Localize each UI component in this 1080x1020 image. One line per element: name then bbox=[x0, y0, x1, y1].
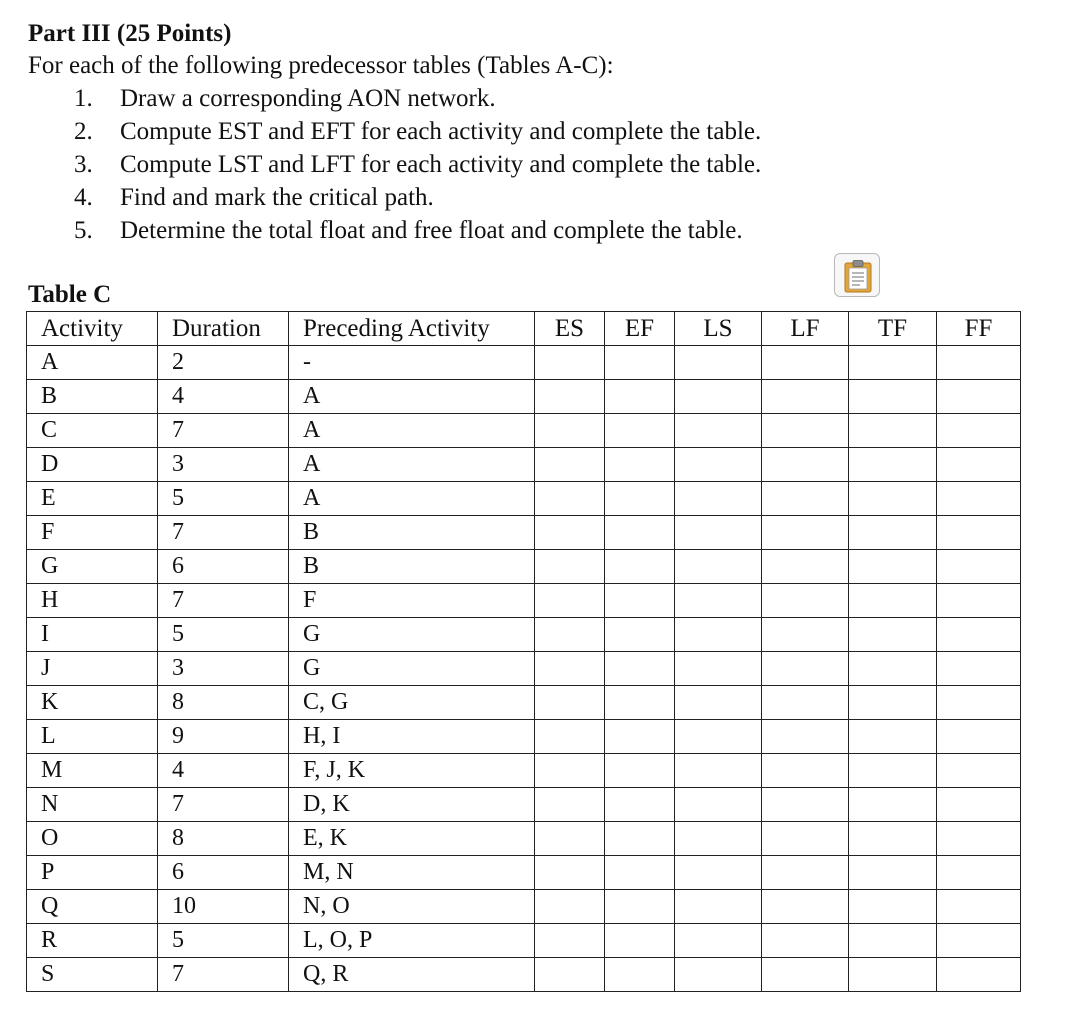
table-row bbox=[27, 856, 1021, 890]
activity-cell: I bbox=[27, 618, 158, 652]
duration-cell: 7 bbox=[158, 788, 289, 822]
ef-cell[interactable] bbox=[605, 890, 675, 924]
ef-cell[interactable] bbox=[605, 856, 675, 890]
ff-cell[interactable] bbox=[937, 414, 1021, 448]
preceding-activity-cell: G bbox=[289, 618, 535, 652]
ef-cell[interactable] bbox=[605, 720, 675, 754]
tf-cell[interactable] bbox=[849, 448, 937, 482]
instruction-item bbox=[74, 115, 761, 148]
es-cell[interactable] bbox=[535, 686, 605, 720]
duration-cell: 3 bbox=[158, 448, 289, 482]
tf-cell[interactable] bbox=[849, 652, 937, 686]
ff-cell[interactable] bbox=[937, 516, 1021, 550]
table-row bbox=[27, 686, 1021, 720]
ls-cell[interactable] bbox=[675, 720, 762, 754]
tf-cell[interactable] bbox=[849, 754, 937, 788]
lf-cell[interactable] bbox=[762, 482, 849, 516]
ef-cell[interactable] bbox=[605, 414, 675, 448]
ff-cell[interactable] bbox=[937, 686, 1021, 720]
activity-cell: F bbox=[27, 516, 158, 550]
ls-cell[interactable] bbox=[675, 856, 762, 890]
tf-cell[interactable] bbox=[849, 924, 937, 958]
lf-cell[interactable] bbox=[762, 754, 849, 788]
ff-cell[interactable] bbox=[937, 618, 1021, 652]
table-row bbox=[27, 618, 1021, 652]
es-cell[interactable] bbox=[535, 414, 605, 448]
table-row bbox=[27, 516, 1021, 550]
ls-cell[interactable] bbox=[675, 550, 762, 584]
tf-cell[interactable] bbox=[849, 516, 937, 550]
instruction-number: 1. bbox=[74, 85, 93, 112]
lf-cell[interactable] bbox=[762, 788, 849, 822]
ff-cell[interactable] bbox=[937, 482, 1021, 516]
preceding-activity-cell: C, G bbox=[289, 686, 535, 720]
duration-cell: 7 bbox=[158, 516, 289, 550]
clipboard-icon[interactable] bbox=[834, 253, 880, 297]
ff-cell[interactable] bbox=[937, 856, 1021, 890]
lf-cell[interactable] bbox=[762, 822, 849, 856]
table-row bbox=[27, 482, 1021, 516]
preceding-activity-cell: A bbox=[289, 380, 535, 414]
preceding-activity-cell: A bbox=[289, 414, 535, 448]
ff-cell[interactable] bbox=[937, 720, 1021, 754]
activity-cell: K bbox=[27, 686, 158, 720]
ff-cell[interactable] bbox=[937, 550, 1021, 584]
activity-cell: P bbox=[27, 856, 158, 890]
preceding-activity-cell: G bbox=[289, 652, 535, 686]
lf-cell[interactable] bbox=[762, 448, 849, 482]
es-cell[interactable] bbox=[535, 380, 605, 414]
ls-cell[interactable] bbox=[675, 584, 762, 618]
ff-cell[interactable] bbox=[937, 822, 1021, 856]
ef-cell[interactable] bbox=[605, 550, 675, 584]
table-row bbox=[27, 958, 1021, 992]
es-cell[interactable] bbox=[535, 448, 605, 482]
tf-cell[interactable] bbox=[849, 618, 937, 652]
preceding-activity-cell: B bbox=[289, 550, 535, 584]
preceding-activity-cell: N, O bbox=[289, 890, 535, 924]
lf-cell[interactable] bbox=[762, 584, 849, 618]
instruction-text: Find and mark the critical path. bbox=[120, 184, 434, 211]
ls-cell[interactable] bbox=[675, 754, 762, 788]
instruction-text: Draw a corresponding AON network. bbox=[120, 85, 496, 112]
tf-cell[interactable] bbox=[849, 856, 937, 890]
table-body bbox=[27, 346, 1021, 992]
duration-cell: 3 bbox=[158, 652, 289, 686]
ls-cell[interactable] bbox=[675, 618, 762, 652]
lf-cell[interactable] bbox=[762, 380, 849, 414]
ef-cell[interactable] bbox=[605, 822, 675, 856]
intro-text: For each of the following predecessor tables (Tables A-C): bbox=[28, 52, 614, 79]
tf-cell[interactable] bbox=[849, 414, 937, 448]
ef-cell[interactable] bbox=[605, 618, 675, 652]
preceding-activity-cell: A bbox=[289, 482, 535, 516]
activity-cell: L bbox=[27, 720, 158, 754]
ls-cell[interactable] bbox=[675, 482, 762, 516]
ef-cell[interactable] bbox=[605, 958, 675, 992]
ff-cell[interactable] bbox=[937, 380, 1021, 414]
instruction-number: 3. bbox=[74, 151, 93, 178]
ef-cell[interactable] bbox=[605, 754, 675, 788]
activity-cell: G bbox=[27, 550, 158, 584]
ef-cell[interactable] bbox=[605, 380, 675, 414]
ff-cell[interactable] bbox=[937, 924, 1021, 958]
activity-cell: C bbox=[27, 414, 158, 448]
instruction-number: 2. bbox=[74, 118, 93, 145]
ls-cell[interactable] bbox=[675, 346, 762, 380]
es-cell[interactable] bbox=[535, 788, 605, 822]
lf-cell[interactable] bbox=[762, 414, 849, 448]
activity-cell: N bbox=[27, 788, 158, 822]
instruction-item bbox=[74, 148, 761, 181]
ls-cell[interactable] bbox=[675, 822, 762, 856]
es-cell[interactable] bbox=[535, 822, 605, 856]
ff-cell[interactable] bbox=[937, 652, 1021, 686]
duration-cell: 5 bbox=[158, 482, 289, 516]
es-cell[interactable] bbox=[535, 550, 605, 584]
ef-cell[interactable] bbox=[605, 448, 675, 482]
instruction-list bbox=[74, 82, 761, 247]
header-tf: TF bbox=[849, 312, 937, 346]
header-es: ES bbox=[535, 312, 605, 346]
table-header-row bbox=[27, 312, 1021, 346]
ef-cell[interactable] bbox=[605, 346, 675, 380]
duration-cell: 8 bbox=[158, 822, 289, 856]
duration-cell: 5 bbox=[158, 618, 289, 652]
es-cell[interactable] bbox=[535, 856, 605, 890]
ef-cell[interactable] bbox=[605, 516, 675, 550]
header-lf: LF bbox=[762, 312, 849, 346]
table-row bbox=[27, 584, 1021, 618]
activity-cell: H bbox=[27, 584, 158, 618]
lf-cell[interactable] bbox=[762, 652, 849, 686]
es-cell[interactable] bbox=[535, 958, 605, 992]
duration-cell: 10 bbox=[158, 890, 289, 924]
activity-cell: S bbox=[27, 958, 158, 992]
ef-cell[interactable] bbox=[605, 924, 675, 958]
tf-cell[interactable] bbox=[849, 686, 937, 720]
lf-cell[interactable] bbox=[762, 720, 849, 754]
es-cell[interactable] bbox=[535, 890, 605, 924]
table-row bbox=[27, 754, 1021, 788]
es-cell[interactable] bbox=[535, 516, 605, 550]
instruction-text: Determine the total float and free float and complete the table. bbox=[120, 217, 743, 244]
table-row bbox=[27, 652, 1021, 686]
table-row bbox=[27, 822, 1021, 856]
instruction-item bbox=[74, 214, 761, 247]
duration-cell: 4 bbox=[158, 380, 289, 414]
ef-cell[interactable] bbox=[605, 584, 675, 618]
ff-cell[interactable] bbox=[937, 584, 1021, 618]
duration-cell: 7 bbox=[158, 958, 289, 992]
header-activity: Activity bbox=[27, 312, 158, 346]
activity-cell: Q bbox=[27, 890, 158, 924]
instruction-number: 5. bbox=[74, 217, 93, 244]
table-row bbox=[27, 924, 1021, 958]
lf-cell[interactable] bbox=[762, 346, 849, 380]
preceding-activity-cell: F bbox=[289, 584, 535, 618]
table-row bbox=[27, 890, 1021, 924]
clipboard-icon-graphic bbox=[843, 259, 873, 293]
tf-cell[interactable] bbox=[849, 958, 937, 992]
ff-cell[interactable] bbox=[937, 890, 1021, 924]
preceding-activity-cell: D, K bbox=[289, 788, 535, 822]
preceding-activity-cell: M, N bbox=[289, 856, 535, 890]
preceding-activity-cell: Q, R bbox=[289, 958, 535, 992]
header-ls: LS bbox=[675, 312, 762, 346]
ef-cell[interactable] bbox=[605, 686, 675, 720]
duration-cell: 2 bbox=[158, 346, 289, 380]
instruction-number: 4. bbox=[74, 184, 93, 211]
duration-cell: 5 bbox=[158, 924, 289, 958]
part-heading: Part III (25 Points) bbox=[28, 20, 232, 47]
tf-cell[interactable] bbox=[849, 482, 937, 516]
duration-cell: 9 bbox=[158, 720, 289, 754]
ls-cell[interactable] bbox=[675, 958, 762, 992]
lf-cell[interactable] bbox=[762, 686, 849, 720]
activity-cell: E bbox=[27, 482, 158, 516]
lf-cell[interactable] bbox=[762, 550, 849, 584]
ef-cell[interactable] bbox=[605, 652, 675, 686]
tf-cell[interactable] bbox=[849, 380, 937, 414]
table-row bbox=[27, 550, 1021, 584]
ls-cell[interactable] bbox=[675, 788, 762, 822]
duration-cell: 6 bbox=[158, 550, 289, 584]
table-row bbox=[27, 720, 1021, 754]
duration-cell: 6 bbox=[158, 856, 289, 890]
header-duration: Duration bbox=[158, 312, 289, 346]
preceding-activity-cell: L, O, P bbox=[289, 924, 535, 958]
duration-cell: 7 bbox=[158, 414, 289, 448]
header-ef: EF bbox=[605, 312, 675, 346]
activity-cell: D bbox=[27, 448, 158, 482]
tf-cell[interactable] bbox=[849, 346, 937, 380]
lf-cell[interactable] bbox=[762, 890, 849, 924]
tf-cell[interactable] bbox=[849, 584, 937, 618]
duration-cell: 4 bbox=[158, 754, 289, 788]
es-cell[interactable] bbox=[535, 652, 605, 686]
header-ff: FF bbox=[937, 312, 1021, 346]
tf-cell[interactable] bbox=[849, 890, 937, 924]
predecessor-table bbox=[26, 311, 1021, 992]
preceding-activity-cell: F, J, K bbox=[289, 754, 535, 788]
es-cell[interactable] bbox=[535, 720, 605, 754]
es-cell[interactable] bbox=[535, 924, 605, 958]
activity-cell: M bbox=[27, 754, 158, 788]
activity-cell: R bbox=[27, 924, 158, 958]
tf-cell[interactable] bbox=[849, 788, 937, 822]
duration-cell: 8 bbox=[158, 686, 289, 720]
ls-cell[interactable] bbox=[675, 516, 762, 550]
tf-cell[interactable] bbox=[849, 720, 937, 754]
preceding-activity-cell: A bbox=[289, 448, 535, 482]
duration-cell: 7 bbox=[158, 584, 289, 618]
table-row bbox=[27, 448, 1021, 482]
lf-cell[interactable] bbox=[762, 618, 849, 652]
activity-cell: A bbox=[27, 346, 158, 380]
instruction-item bbox=[74, 181, 761, 214]
activity-cell: J bbox=[27, 652, 158, 686]
lf-cell[interactable] bbox=[762, 924, 849, 958]
lf-cell[interactable] bbox=[762, 856, 849, 890]
ls-cell[interactable] bbox=[675, 380, 762, 414]
ls-cell[interactable] bbox=[675, 652, 762, 686]
ls-cell[interactable] bbox=[675, 686, 762, 720]
ff-cell[interactable] bbox=[937, 448, 1021, 482]
ff-cell[interactable] bbox=[937, 346, 1021, 380]
ff-cell[interactable] bbox=[937, 788, 1021, 822]
ef-cell[interactable] bbox=[605, 482, 675, 516]
ls-cell[interactable] bbox=[675, 414, 762, 448]
activity-cell: O bbox=[27, 822, 158, 856]
ff-cell[interactable] bbox=[937, 958, 1021, 992]
ff-cell[interactable] bbox=[937, 754, 1021, 788]
preceding-activity-cell: H, I bbox=[289, 720, 535, 754]
instruction-text: Compute EST and EFT for each activity and complete the table. bbox=[120, 118, 762, 145]
es-cell[interactable] bbox=[535, 618, 605, 652]
lf-cell[interactable] bbox=[762, 958, 849, 992]
table-row bbox=[27, 414, 1021, 448]
es-cell[interactable] bbox=[535, 482, 605, 516]
es-cell[interactable] bbox=[535, 346, 605, 380]
es-cell[interactable] bbox=[535, 584, 605, 618]
preceding-activity-cell: E, K bbox=[289, 822, 535, 856]
lf-cell[interactable] bbox=[762, 516, 849, 550]
ls-cell[interactable] bbox=[675, 448, 762, 482]
table-row bbox=[27, 788, 1021, 822]
table-row bbox=[27, 346, 1021, 380]
header-preceding-activity: Preceding Activity bbox=[289, 312, 535, 346]
preceding-activity-cell: - bbox=[289, 346, 535, 380]
instruction-item bbox=[74, 82, 761, 115]
es-cell[interactable] bbox=[535, 754, 605, 788]
table-row bbox=[27, 380, 1021, 414]
ls-cell[interactable] bbox=[675, 890, 762, 924]
activity-cell: B bbox=[27, 380, 158, 414]
tf-cell[interactable] bbox=[849, 822, 937, 856]
ls-cell[interactable] bbox=[675, 924, 762, 958]
instruction-text: Compute LST and LFT for each activity and complete the table. bbox=[120, 151, 762, 178]
tf-cell[interactable] bbox=[849, 550, 937, 584]
ef-cell[interactable] bbox=[605, 788, 675, 822]
table-title: Table C bbox=[28, 281, 112, 308]
preceding-activity-cell: B bbox=[289, 516, 535, 550]
